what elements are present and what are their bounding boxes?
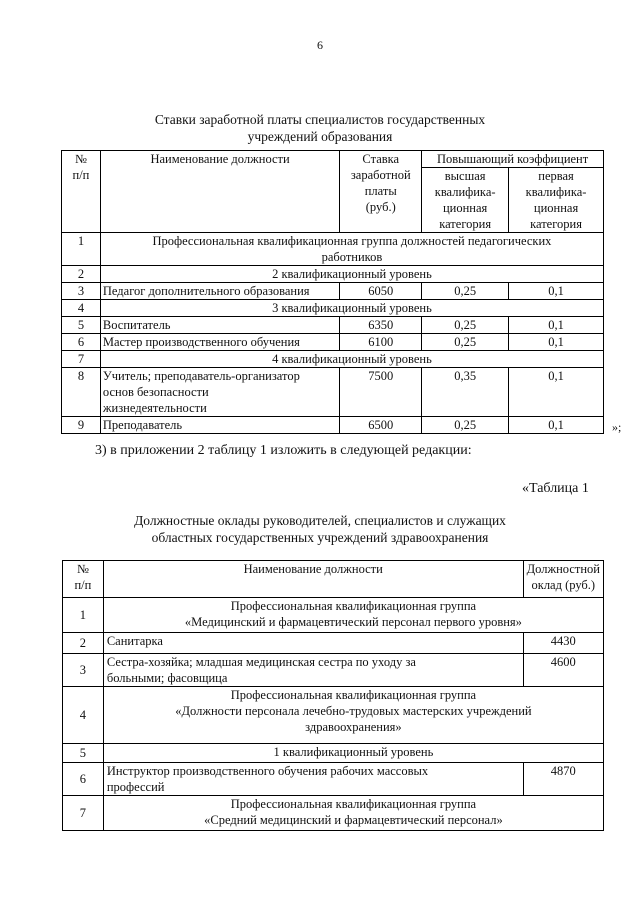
table-row: 1 Профессиональная квалификационная группа «Медицинский и фармацевтический персонал первого уровня» <box>63 598 604 633</box>
table-row: 6 Мастер производственного обучения 6100 0,25 0,1 <box>62 334 604 351</box>
header-number: № п/п <box>63 561 104 598</box>
table-row: 7 Профессиональная квалификационная группа «Средний медицинский и фармацевтический персонал» <box>63 796 604 831</box>
level-cell: 2 квалификационный уровень <box>100 266 603 283</box>
page-number: 6 <box>317 38 323 52</box>
table1-title <box>0 111 640 145</box>
header-position-name: Наименование должности <box>103 561 523 598</box>
header-salary: Должностной оклад (руб.) <box>523 561 603 598</box>
table-row: 2 Санитарка 4430 <box>63 633 604 654</box>
salary-rates-table <box>61 150 604 434</box>
header-position-name: Наименование должности <box>100 151 339 233</box>
table-row: 5 1 квалификационный уровень <box>63 744 604 763</box>
group-cell: Профессиональная квалификационная группа «Медицинский и фармацевтический персонал первого уровня» <box>103 598 603 633</box>
header-coefficient: Повышающий коэффициент <box>422 151 604 168</box>
header-number: № п/п <box>62 151 101 233</box>
table2-title-line2: областных государственных учреждений здравоохранения <box>151 530 489 545</box>
header-rate: Ставка заработной платы (руб.) <box>340 151 422 233</box>
table-row: 4 3 квалификационный уровень <box>62 300 604 317</box>
table1-title-line2: учреждений образования <box>247 129 393 144</box>
table-row: 4 Профессиональная квалификационная группа «Должности персонала лечебно-трудовых мастерских учреждений здравоохранения» <box>63 687 604 744</box>
amendment-paragraph: 3) в приложении 2 таблицу 1 изложить в следующей редакции: <box>95 443 472 458</box>
table-row: 7 4 квалификационный уровень <box>62 351 604 368</box>
table2-header-row <box>63 561 604 598</box>
header-highest-category: высшая квалифика- ционная категория <box>422 168 509 233</box>
table-reference: «Таблица 1 <box>522 481 589 496</box>
table1-title-line1: Ставки заработной платы специалистов государственных <box>154 112 486 127</box>
table-row: 6 Инструктор производственного обучения рабочих массовых профессий 4870 <box>63 763 604 796</box>
table-row: 8 Учитель; преподаватель-организатор основ безопасности жизнедеятельности 7500 0,35 0,1 <box>62 368 604 417</box>
table-row: 5 Воспитатель 6350 0,25 0,1 <box>62 317 604 334</box>
table2-title-line1: Должностные оклады руководителей, специалистов и служащих <box>134 513 506 528</box>
table-row: 9 Преподаватель 6500 0,25 0,1 <box>62 417 604 434</box>
health-salaries-table <box>62 560 604 831</box>
table-row: 3 Сестра-хозяйка; младшая медицинская сестра по уходу за больными; фасовщица 4600 <box>63 654 604 687</box>
table1-closing-quote: »; <box>612 420 622 434</box>
group-cell: Профессиональная квалификационная группа должностей педагогических работников <box>100 233 603 266</box>
group-cell: Профессиональная квалификационная группа «Средний медицинский и фармацевтический персонал» <box>103 796 603 831</box>
header-first-category: первая квалифика- ционная категория <box>509 168 604 233</box>
level-cell: 4 квалификационный уровень <box>100 351 603 368</box>
level-cell: 3 квалификационный уровень <box>100 300 603 317</box>
level-cell: 1 квалификационный уровень <box>103 744 603 763</box>
table2-title <box>0 512 640 546</box>
table1-header-row <box>62 151 604 168</box>
table-row: 1 Профессиональная квалификационная группа должностей педагогических работников <box>62 233 604 266</box>
group-cell: Профессиональная квалификационная группа «Должности персонала лечебно-трудовых мастерских учреждений здравоохранения» <box>103 687 603 744</box>
table-row: 3 Педагог дополнительного образования 6050 0,25 0,1 <box>62 283 604 300</box>
table-row: 2 2 квалификационный уровень <box>62 266 604 283</box>
